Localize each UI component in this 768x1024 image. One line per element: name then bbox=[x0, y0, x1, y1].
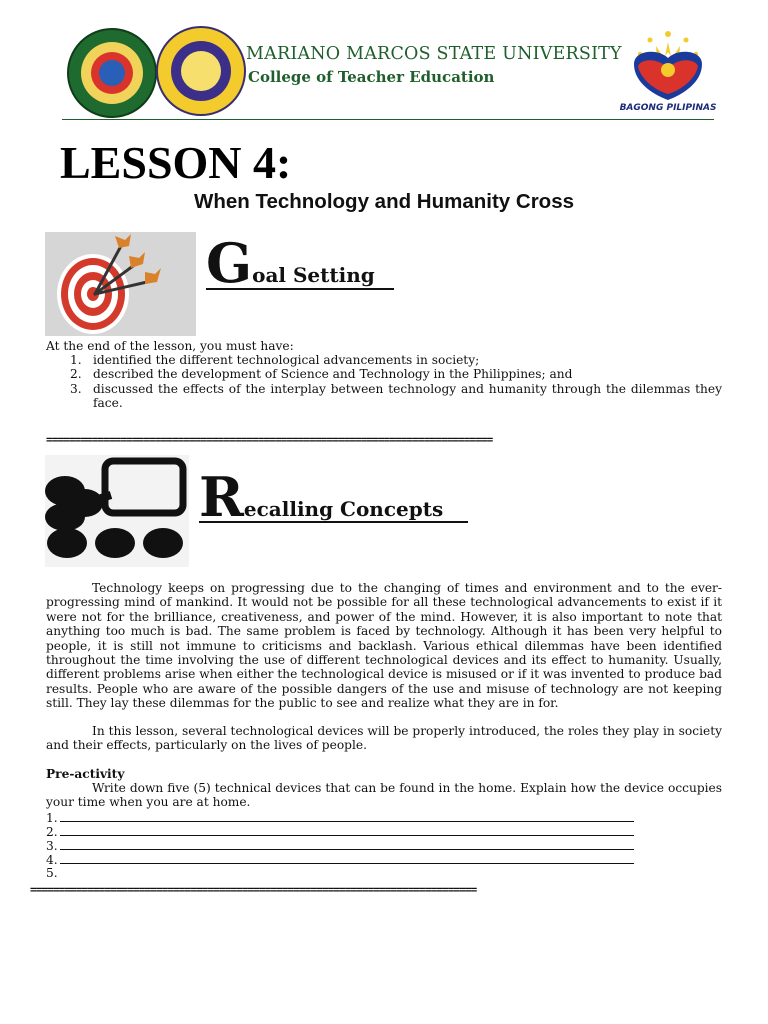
goal-intro-text: At the end of the lesson, you must have: bbox=[46, 339, 294, 353]
answer-blank-5[interactable]: 5. bbox=[46, 866, 58, 880]
goal-setting-underline bbox=[206, 288, 394, 290]
target-with-arrows-icon bbox=[45, 232, 196, 336]
recalling-paragraph-1: Technology keeps on progressing due to the changing of times and environment and to the ever-progressing mind of mankind. It would not be possible for all these technological advancements to exist if it were not for the brilliance, creativeness, and power of the mind. However, it is also important to note that anything too much is bad. The same problem is faced by technology. Although it has been very helpful to people, it is still not immune to criticisms and backlash. Various ethical dilemmas have been identified throughout the time involving the use of different technological devices and its effect to humanity. Usually, different problems arise when either the technological device is misused or if it was invented to produce bad results. People who are aware of the possible dangers of the use and misuse of technology are not keeping still. They lay these dilemmas for the public to see and realize what they are in for. bbox=[46, 581, 722, 711]
preactivity-instruction: Write down five (5) technical devices that can be found in the home. Explain how the device occupies your time when you are at home. bbox=[46, 781, 722, 810]
preactivity-title: Pre-activity bbox=[46, 767, 125, 781]
recalling-concepts-initial: R bbox=[199, 465, 244, 529]
recalling-paragraph-2: In this lesson, several technological devices will be properly introduced, the roles they play in society and their effects, particularly on the lives of people. bbox=[46, 724, 722, 753]
list-item: 2. described the development of Science and Technology in the Philippines; and bbox=[70, 367, 573, 382]
goal-setting-initial: G bbox=[206, 231, 253, 295]
cte-seal-icon bbox=[156, 26, 246, 116]
bagong-pilipinas-logo-icon bbox=[628, 28, 708, 104]
bagong-pilipinas-label: BAGONG PILIPINAS bbox=[619, 103, 717, 113]
goal-setting-heading-rest: oal Setting bbox=[252, 263, 375, 287]
recalling-concepts-heading-rest: ecalling Concepts bbox=[243, 497, 444, 521]
goal-list bbox=[46, 353, 722, 411]
list-item: 1. identified the different technological advancements in society; bbox=[70, 353, 480, 367]
college-name: College of Teacher Education bbox=[248, 68, 495, 86]
goal-setting-heading bbox=[206, 231, 375, 295]
answer-blank-2[interactable]: 2. bbox=[46, 824, 634, 839]
lesson-subtitle: When Technology and Humanity Cross bbox=[193, 190, 575, 213]
concept-map-icon bbox=[45, 455, 189, 567]
lesson-title: LESSON 4: bbox=[60, 137, 292, 188]
recalling-concepts-underline bbox=[199, 521, 468, 523]
recalling-concepts-heading bbox=[199, 465, 444, 529]
bottom-separator: ============================================================================== bbox=[30, 883, 477, 896]
answer-blank-3[interactable]: 3. bbox=[46, 838, 634, 853]
list-item: 3. discussed the effects of the interplay between technology and humanity through the dilemmas they face. bbox=[70, 381, 722, 411]
university-name: MARIANO MARCOS STATE UNIVERSITY bbox=[246, 44, 622, 64]
header-divider bbox=[62, 119, 714, 120]
mmsu-seal-icon bbox=[67, 28, 157, 118]
answer-blank-1[interactable]: 1. bbox=[46, 810, 634, 825]
section-separator: ============================================================================== bbox=[46, 433, 493, 446]
answer-blank-4[interactable]: 4. bbox=[46, 852, 634, 867]
